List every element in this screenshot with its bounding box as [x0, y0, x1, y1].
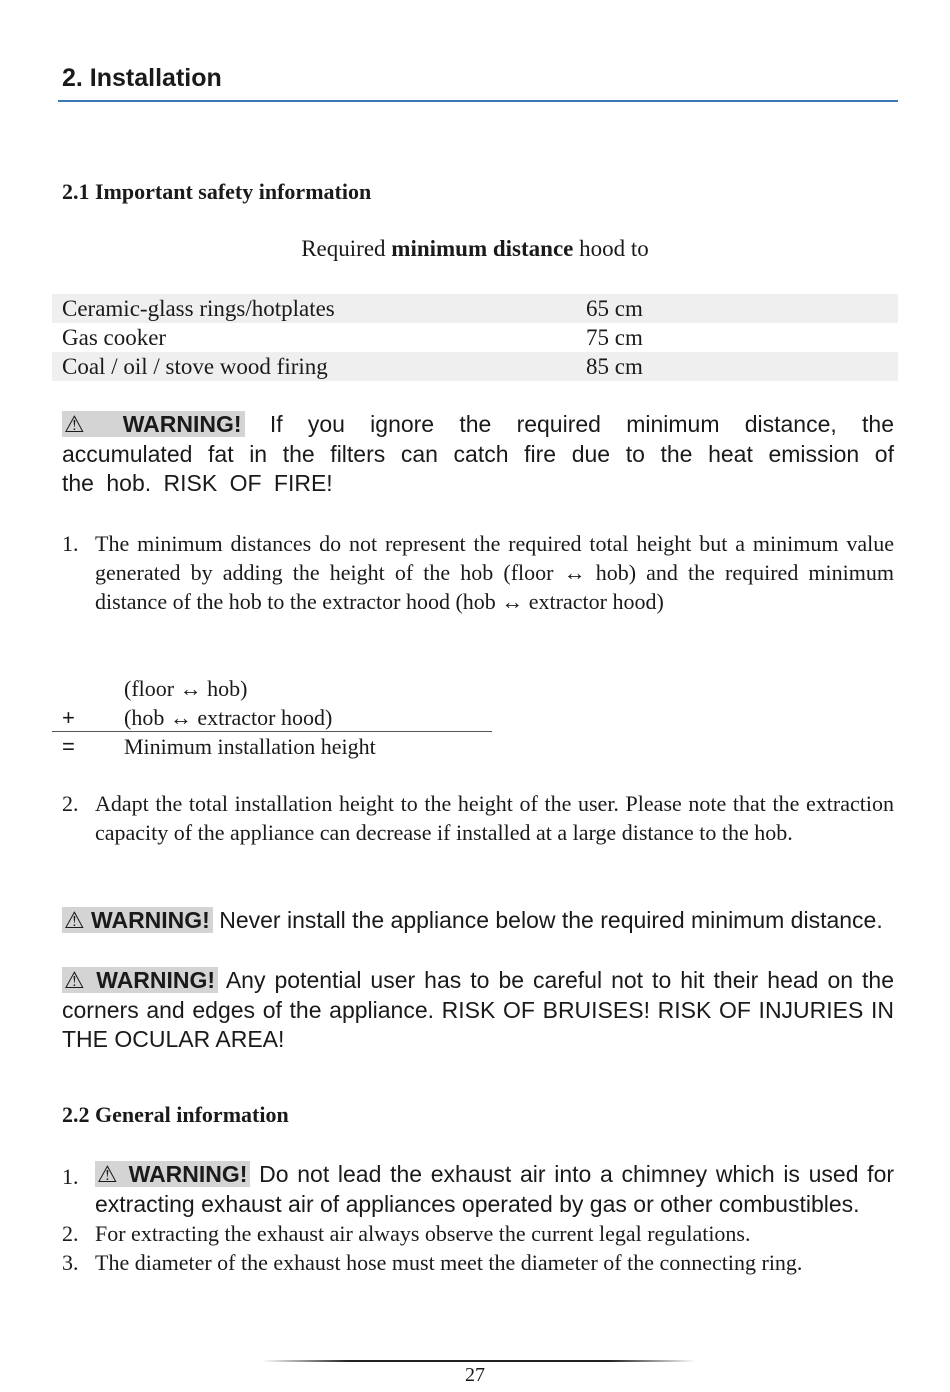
list-text: Adapt the total installation height to the height of the user. Please note that the extraction capacity of the appliance can decrease if installed at a large distance to the hob.: [95, 791, 894, 845]
subsection-heading-general: 2.2 General information: [62, 1102, 289, 1127]
formula-term: Minimum installation height: [124, 734, 376, 759]
warning-tag: ⚠ WARNING!: [95, 1161, 250, 1187]
list-number: 3.: [62, 1250, 79, 1275]
numbered-list-general: [62, 1160, 894, 1277]
formula-operator: +: [62, 705, 75, 730]
list-text-warning: ⚠ WARNING! Do not lead the exhaust air into a chimney which is used for extracting exhaust air of appliances operated by gas or other combustibles.: [95, 1161, 895, 1217]
numbered-list-safety-2: [62, 789, 894, 847]
table-caption: [0, 236, 950, 262]
distance-table: [52, 294, 898, 381]
list-number: 1.: [62, 1164, 79, 1189]
section-title: 2. Installation: [62, 64, 222, 92]
table-row: [52, 352, 898, 381]
list-number: 2.: [62, 1221, 79, 1246]
row-value: 85 cm: [580, 352, 898, 381]
list-number: 2.: [62, 791, 79, 816]
row-label: Ceramic-glass rings/hotplates: [52, 294, 580, 323]
warning-text: Any potential user has to be careful not to hit their head on the corners and edges of the appliance. RISK OF BRUISES! RISK OF INJURIES IN THE OCULAR AREA!: [62, 967, 895, 1052]
list-text: The minimum distances do not represent the required total height but a minimum value generated by adding the height of the hob (floor ↔ hob) and the required minimum distance of the hob to the extractor hood (hob ↔ extractor hood): [95, 531, 894, 614]
numbered-list-safety-1: [62, 529, 894, 616]
subsection-heading-safety: 2.1 Important safety information: [62, 179, 372, 204]
formula-operator: =: [62, 734, 75, 759]
table-row: [52, 294, 898, 323]
warning-triangle-icon: ⚠: [64, 411, 98, 437]
warning-triangle-icon: ⚠: [64, 907, 85, 933]
warning-triangle-icon: ⚠: [64, 967, 88, 993]
footer-divider: [262, 1360, 696, 1362]
section-divider: [58, 100, 898, 102]
caption-pre: Required: [301, 236, 392, 261]
row-value: 75 cm: [586, 325, 643, 350]
formula-row: [52, 732, 492, 761]
list-text: For extracting the exhaust air always observe the current legal regulations.: [95, 1221, 751, 1246]
caption-post: hood to: [573, 236, 649, 261]
formula-row: [52, 674, 492, 703]
warning-tag: ⚠ WARNING!: [62, 907, 213, 933]
list-item: [62, 529, 894, 616]
row-label: Coal / oil / stove wood firing: [52, 352, 580, 381]
row-label: Gas cooker: [62, 325, 167, 350]
list-item: [62, 1248, 894, 1277]
warning-tag: ⚠ WARNING!: [62, 411, 245, 437]
formula-term: (hob ↔ extractor hood): [124, 705, 333, 730]
height-formula: [52, 674, 492, 761]
formula-row: [52, 703, 492, 732]
warning-minimum-distance: [62, 906, 894, 936]
caption-bold: minimum distance: [391, 236, 574, 261]
list-item: [62, 1160, 894, 1219]
warning-bruises: [62, 966, 894, 1055]
table-row: [52, 323, 898, 352]
warning-text: Never install the appliance below the required minimum distance.: [219, 907, 883, 933]
warning-text: If you ignore the required minimum distance, the accumulated fat in the filters can catch fire due to the heat emission of the hob. RISK OF FIRE!: [62, 411, 895, 496]
row-value: 65 cm: [580, 294, 898, 323]
formula-operator: [52, 674, 124, 703]
warning-fire: [62, 410, 894, 499]
list-item: [62, 1219, 894, 1248]
warning-tag: ⚠ WARNING!: [62, 967, 218, 993]
list-number: 1.: [62, 531, 79, 556]
list-text: The diameter of the exhaust hose must meet the diameter of the connecting ring.: [95, 1250, 803, 1275]
warning-triangle-icon: ⚠: [97, 1161, 120, 1187]
formula-term: (floor ↔ hob): [124, 676, 248, 701]
list-item: [62, 789, 894, 847]
page-number: 27: [465, 1364, 485, 1386]
